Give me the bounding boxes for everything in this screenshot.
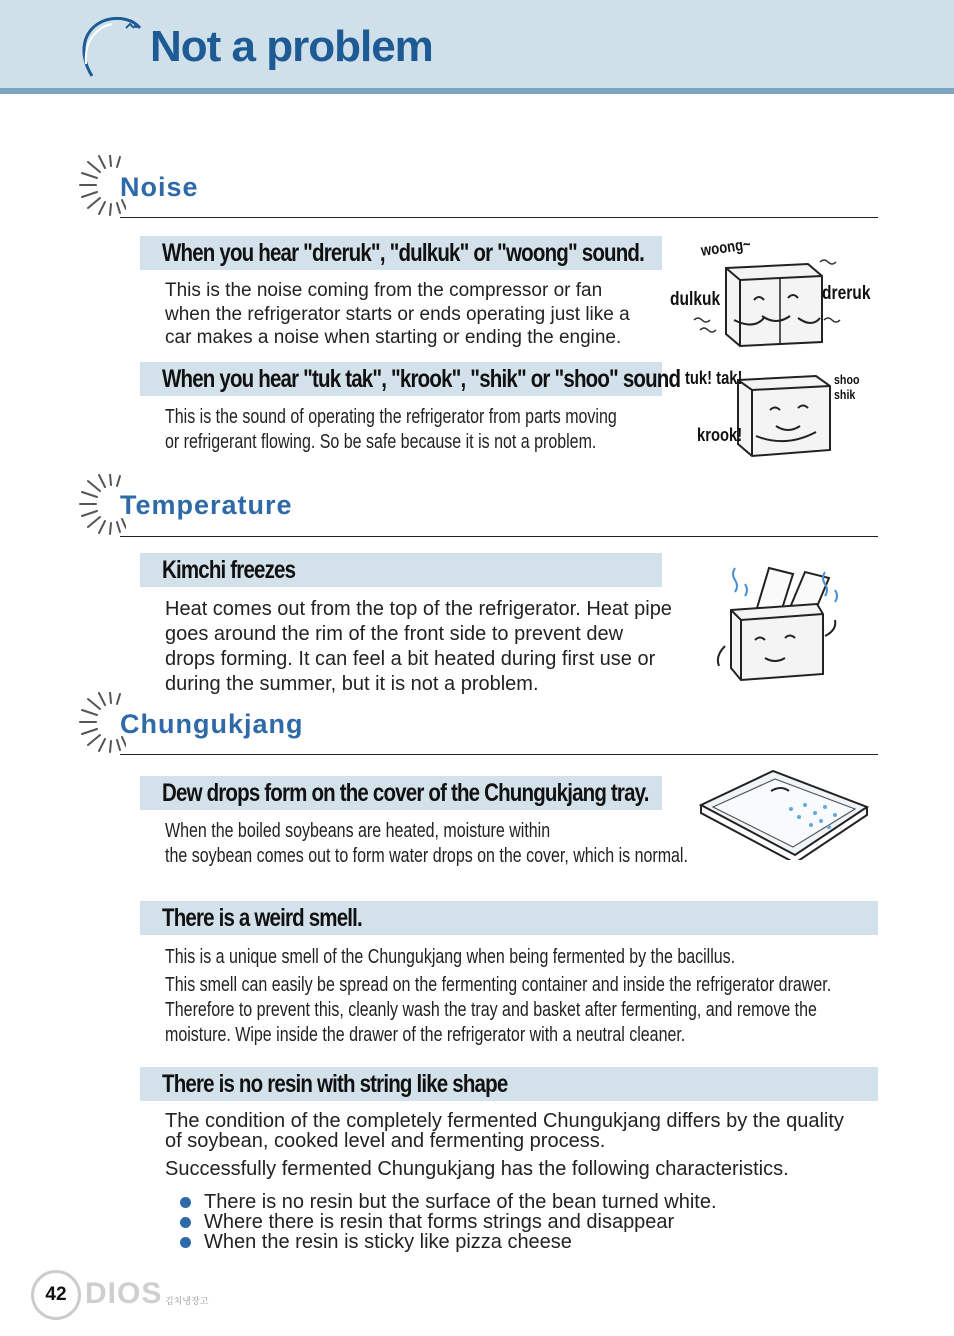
section-rule	[120, 754, 878, 755]
bullet-icon	[180, 1237, 191, 1248]
section-rule	[120, 217, 878, 218]
subheading-chungukjang-1: Dew drops form on the cover of the Chungukjang tray.	[162, 778, 649, 807]
subheading-noise-1: When you hear "dreruk", "dulkuk" or "woong" sound.	[162, 238, 645, 267]
body-temperature-1: Heat comes out from the top of the refrigerator. Heat pipe goes around the rim of the front side to prevent dew drops forming. It can feel a bit heated during first use or during the summer, but it is not a problem.	[165, 598, 672, 695]
body-chungukjang-2a: This is a unique smell of the Chungukjang when being fermented by the bacillus.	[165, 946, 736, 968]
sfx-tuk-tak: tuk! tak!	[685, 368, 743, 388]
header-rule	[0, 88, 954, 94]
subheading-bar	[140, 362, 681, 396]
subheading-bar	[140, 1067, 878, 1101]
brand-logo: DIOS	[85, 1277, 163, 1310]
body-chungukjang-3b: Successfully fermented Chungukjang has the following characteristics.	[165, 1158, 789, 1180]
sfx-dulkuk: dulkuk	[670, 289, 721, 310]
page-number: 42	[31, 1270, 81, 1320]
body-chungukjang-3a: The condition of the completely fermented Chungukjang differs by the quality of soybean, cooked level and fermenting process.	[165, 1110, 844, 1152]
sun-burst-icon	[76, 155, 126, 217]
wave-logo-icon	[76, 14, 146, 80]
subheading-temperature-1: Kimchi freezes	[162, 555, 296, 584]
sfx-shoo: shoo	[834, 372, 860, 387]
hot-fridge-illustration	[705, 562, 845, 690]
section-title-temperature: Temperature	[120, 490, 293, 520]
subheading-bar	[140, 776, 662, 810]
section-title-chungukjang: Chungukjang	[120, 709, 304, 739]
subheading-bar	[140, 901, 878, 935]
body-noise-2: This is the sound of operating the refrigerator from parts moving or refrigerant flowing. So be safe because it is not a problem.	[165, 406, 617, 453]
subheading-chungukjang-3: There is no resin with string like shape	[162, 1069, 508, 1098]
body-chungukjang-2b: This smell can easily be spread on the fermenting container and inside the refrigerator drawer. Therefore to prevent this, cleanly wash the tray and basket after fermenting, and remove the moisture. Wipe inside the drawer of the refrigerator with a neutral cleaner.	[165, 974, 832, 1046]
characteristics-list	[180, 1192, 717, 1252]
sfx-dreruk: dreruk	[822, 283, 871, 304]
section-rule	[120, 536, 878, 537]
subheading-chungukjang-2: There is a weird smell.	[162, 903, 362, 932]
sfx-woong: woong~	[700, 236, 752, 260]
page-title: Not a problem	[150, 22, 433, 71]
list-item: There is no resin but the surface of the bean turned white.	[180, 1192, 717, 1212]
brand-subtitle: 김치냉장고	[165, 1296, 209, 1306]
vibration-lines-icon	[690, 250, 850, 340]
bullet-icon	[180, 1197, 191, 1208]
sun-burst-icon	[76, 474, 126, 536]
subheading-bar	[140, 553, 662, 587]
body-noise-1: This is the noise coming from the compressor or fan when the refrigerator starts or ends operating just like a car makes a noise when starting or ending the engine.	[165, 280, 630, 348]
tray-cover-illustration	[695, 765, 875, 860]
bullet-icon	[180, 1217, 191, 1228]
sun-burst-icon	[76, 692, 126, 754]
sfx-shik: shik	[834, 387, 856, 402]
list-item: Where there is resin that forms strings and disappear	[180, 1212, 717, 1232]
subheading-noise-2: When you hear "tuk tak", "krook", "shik" or "shoo" sound	[162, 364, 681, 393]
fridge-hugging-illustration	[730, 370, 840, 462]
subheading-bar	[140, 236, 662, 270]
list-item: When the resin is sticky like pizza cheese	[180, 1232, 717, 1252]
sfx-krook: krook!	[697, 425, 743, 445]
body-chungukjang-1: When the boiled soybeans are heated, moisture within the soybean comes out to form water drops on the cover, which is normal.	[165, 820, 688, 867]
section-title-noise: Noise	[120, 172, 199, 202]
